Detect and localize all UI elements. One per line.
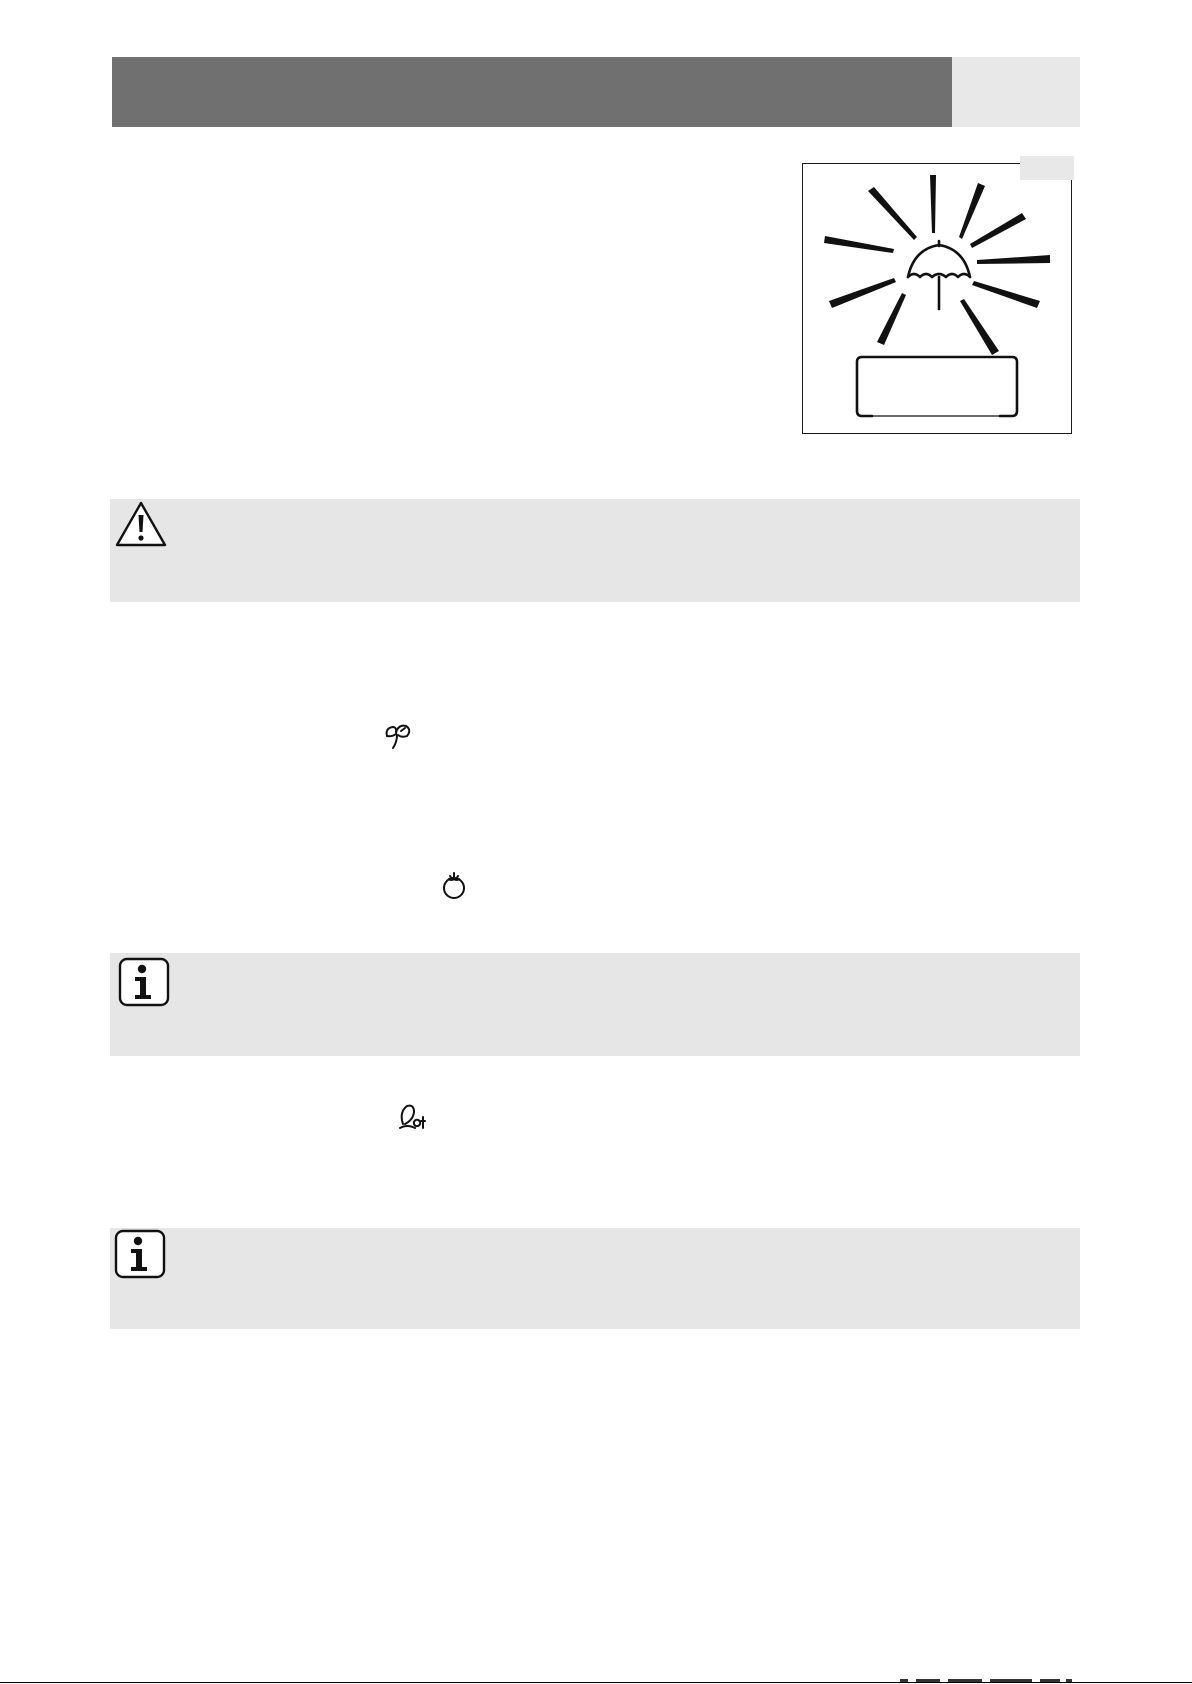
footer-mark [990,1679,1032,1682]
warning-triangle-icon [114,499,168,549]
footer-mark [900,1679,908,1682]
info-note-2 [110,1228,1080,1329]
header-bar [112,57,952,127]
info-note-1 [110,953,1080,1056]
header-tab [952,57,1080,127]
footer-mark [916,1679,940,1682]
footer-mark [1040,1679,1060,1682]
warning-note [110,499,1080,602]
figure-corner-tab [1020,156,1074,180]
mushroom-herb-icon [383,722,413,750]
footer-rule [0,1682,1192,1683]
footer-mark [948,1679,982,1682]
info-icon [118,957,170,1007]
umbrella-sun-rays-icon [802,163,1072,434]
info-icon [114,1229,166,1279]
leaf-vegetable-icon [397,1102,429,1132]
footer-mark [1066,1679,1072,1682]
tomato-icon [439,870,469,900]
